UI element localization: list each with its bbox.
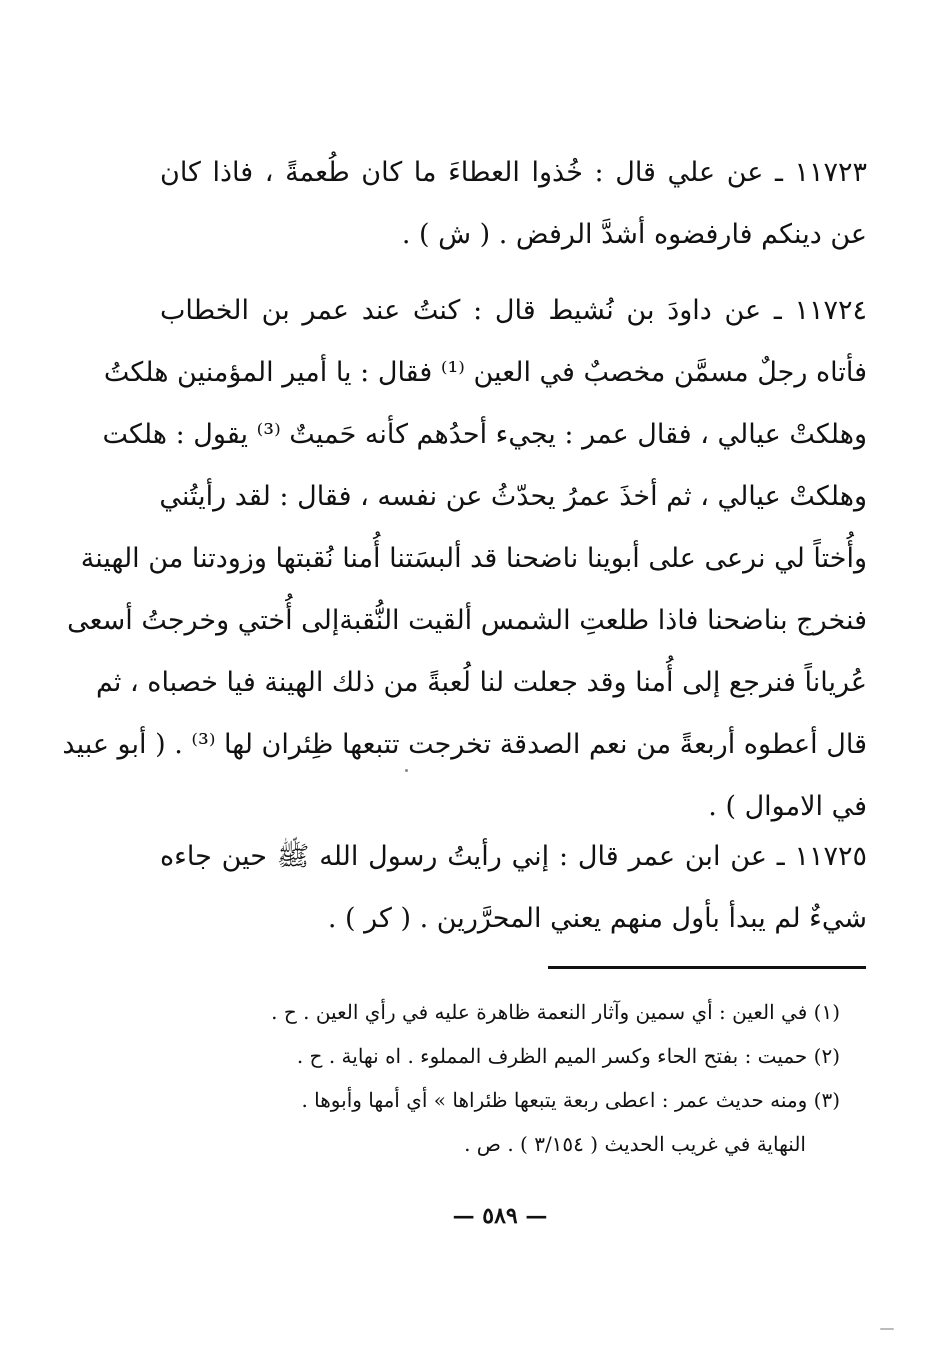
page-number: — ٥٨٩ —: [452, 1203, 548, 1229]
paragraph-line: فنخرج بناضحنا فاذا طلعتِ الشمس ألقيت النُّقبةإلى أُختي وخرجتُ أسعى: [67, 605, 867, 636]
footnote-3-continuation: النهاية في غريب الحديث ( ٣/١٥٤ ) . ص .: [464, 1132, 806, 1156]
paragraph-line: فأتاه رجلٌ مسمَّن مخصبٌ في العين ⁽¹⁾ فقال : يا أمير المؤمنين هلكتُ: [103, 357, 867, 388]
paragraph-line: وهلكتْ عيالي ، ثم أخذَ عمرُ يحدّثُ عن نفسه ، فقال : لقد رأيتُني: [159, 481, 867, 512]
paragraph-line: قال أعطوه أربعةً من نعم الصدقة تخرجت تتبعها ظِئران لها ⁽³⁾ . ( أبو عبيد: [62, 729, 867, 760]
paragraph-11725: [160, 826, 867, 950]
paragraph-line: عن دينكم فارفضوه أشدَّ الرفض . ( ش ) .: [401, 219, 867, 250]
paragraph-11724: [62, 280, 867, 838]
paragraph-line: شيءٌ لم يبدأ بأول منهم يعني المحرَّرين . ( كر ) .: [327, 903, 867, 934]
scan-speck: [405, 769, 408, 772]
footnote-3: (٣) ومنه حديث عمر : اعطى ربعة يتبعها ظئراها » أي أمها وأبوها .: [301, 1088, 840, 1112]
paragraph-line: في الاموال ) .: [708, 791, 867, 822]
paragraph-line: ١١٧٢٤ ـ عن داودَ بن نُشيط قال : كنتُ عند عمر بن الخطاب: [160, 295, 867, 326]
footnote-2: (٢) حميت : بفتح الحاء وكسر الميم الظرف المملوء . اه نهاية . ح .: [296, 1044, 840, 1068]
paragraph-line: ١١٧٢٥ ـ عن ابن عمر قال : إني رأيتُ رسول الله ﷺ حين جاءه: [160, 841, 867, 872]
paragraph-line: وأُختاً لي نرعى على أبوينا ناضحنا قد ألبسَتنا أُمنا نُقبتها وزودتنا من الهينة: [80, 543, 867, 574]
footnotes: [210, 990, 840, 1166]
footnote-separator: [548, 966, 866, 969]
footnote-1: (١) في العين : أي سمين وآثار النعمة ظاهرة عليه في رأي العين . ح .: [271, 1000, 840, 1024]
paragraph-line: ١١٧٢٣ ـ عن علي قال : خُذوا العطاءَ ما كان طُعمةً ، فاذا كان: [160, 157, 867, 188]
paragraph-line: عُرياناً فنرجع إلى أُمنا وقد جعلت لنا لُعبةً من ذلك الهينة فيا خصباه ، ثم: [95, 667, 867, 698]
paragraph-11723: [160, 142, 867, 266]
scan-speck: [880, 1328, 894, 1330]
paragraph-line: وهلكتْ عيالي ، فقال عمر : يجيء أحدُهم كأنه حَميتٌ ⁽³⁾ يقول : هلكت: [102, 419, 867, 450]
